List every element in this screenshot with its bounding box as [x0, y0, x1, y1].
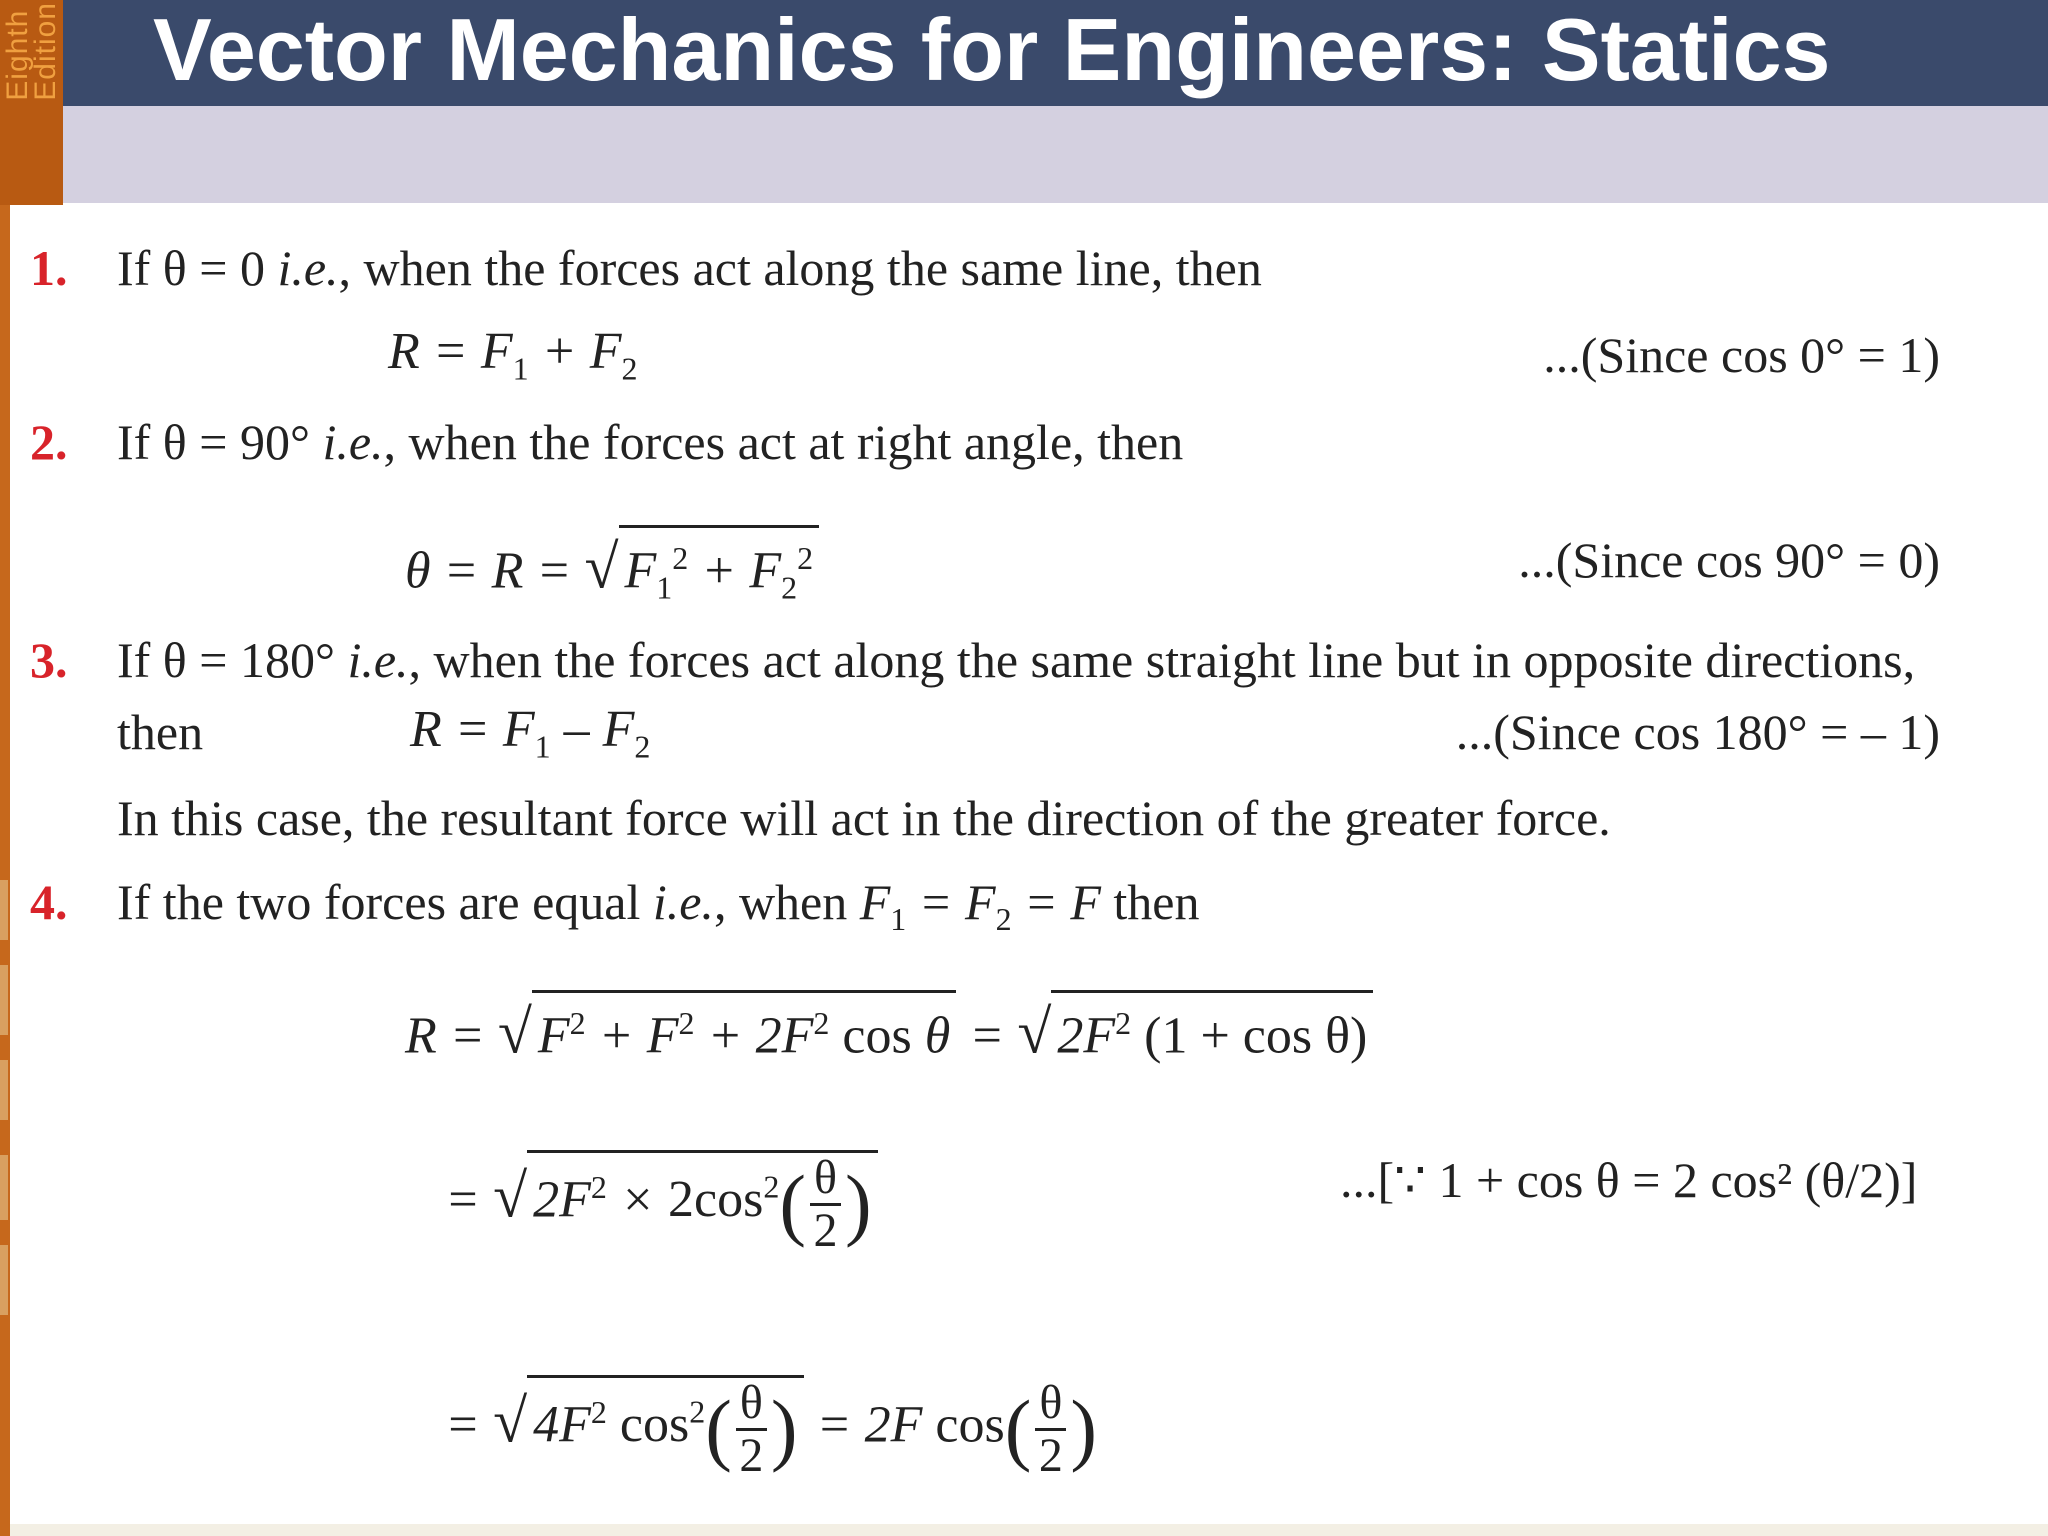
item-4-note: ...[∵ 1 + cos θ = 2 cos² (θ/2)]: [1340, 1152, 1918, 1208]
item-2-intro: [117, 412, 1183, 472]
item-3-intro-post: , when the forces act along the same straight line but in opposite directions,: [408, 632, 1916, 688]
item-3-equation: $R = F_1 - F_2$: [410, 701, 651, 765]
item-4-condition: $F_1 = F_2 = F$: [859, 874, 1101, 937]
item-1-intro-pre: If θ = 0: [117, 240, 278, 296]
item-1-note: ...(Since cos 0° = 1): [1543, 327, 1940, 383]
item-3-conclusion: In this case, the resultant force will act in the direction of the greater force.: [117, 790, 1611, 846]
edition-strip: [0, 0, 63, 205]
item-2-intro-pre: If θ = 90°: [117, 414, 323, 470]
item-4-equation-2: = √ $2F^2 \times 2\cos^2$( $\frac{\theta}{2}$ ): [445, 1150, 878, 1256]
left-rule: [0, 205, 10, 1536]
item-4-intro-pre: If the two forces are equal: [117, 874, 653, 930]
item-1-number: 1.: [30, 240, 68, 296]
item-2-intro-post: , when the forces act at right angle, then: [383, 414, 1184, 470]
bottom-band: [10, 1524, 2048, 1536]
item-3-note: ...(Since cos 180° = – 1): [1455, 704, 1940, 760]
item-3-intro: [117, 630, 1915, 690]
item-2-number: 2.: [30, 414, 68, 470]
item-3-intro-pre: If θ = 180°: [117, 632, 348, 688]
item-4-intro-post: then: [1100, 874, 1200, 930]
edition-line-1: Eighth: [1, 9, 34, 101]
item-3-then: then: [117, 704, 204, 760]
item-4-intro-mid: , when: [713, 874, 860, 930]
item-4-intro: [117, 872, 1199, 949]
item-4-number: 4.: [30, 874, 68, 930]
edition-label: [1, 2, 62, 101]
item-4-equation-3: = √ $4F^2$ $\cos^2$( $\frac{\theta}{2}$ ) = 2F cos( $\frac{\theta}{2}$ ): [445, 1376, 1097, 1482]
item-4-equation-1: R = √ $F^2 + F^2 + 2F^2$ cos θ = √ $2F^2$ (1 + cos θ): [405, 990, 1373, 1066]
item-2-note: ...(Since cos 90° = 0): [1518, 532, 1940, 588]
item-1-equation: $R = F_1 + F_2$: [388, 323, 638, 387]
item-3-ie: i.e.: [347, 632, 409, 688]
item-1-intro-post: , when the forces act along the same line, then: [338, 240, 1262, 296]
item-2-ie: i.e.: [322, 414, 384, 470]
subtitle-bar: [63, 106, 2048, 203]
edition-line-2: Edition: [29, 2, 62, 101]
item-1-intro: [117, 238, 1262, 298]
item-2-equation: θ = R = √ $F_1^2 + F_2^2$: [405, 525, 819, 618]
title-bar: [63, 0, 2048, 106]
item-3-number: 3.: [30, 632, 68, 688]
page-title: Vector Mechanics for Engineers: Statics: [153, 0, 1831, 99]
item-4-ie: i.e.: [652, 874, 714, 930]
item-1-ie: i.e.: [277, 240, 339, 296]
